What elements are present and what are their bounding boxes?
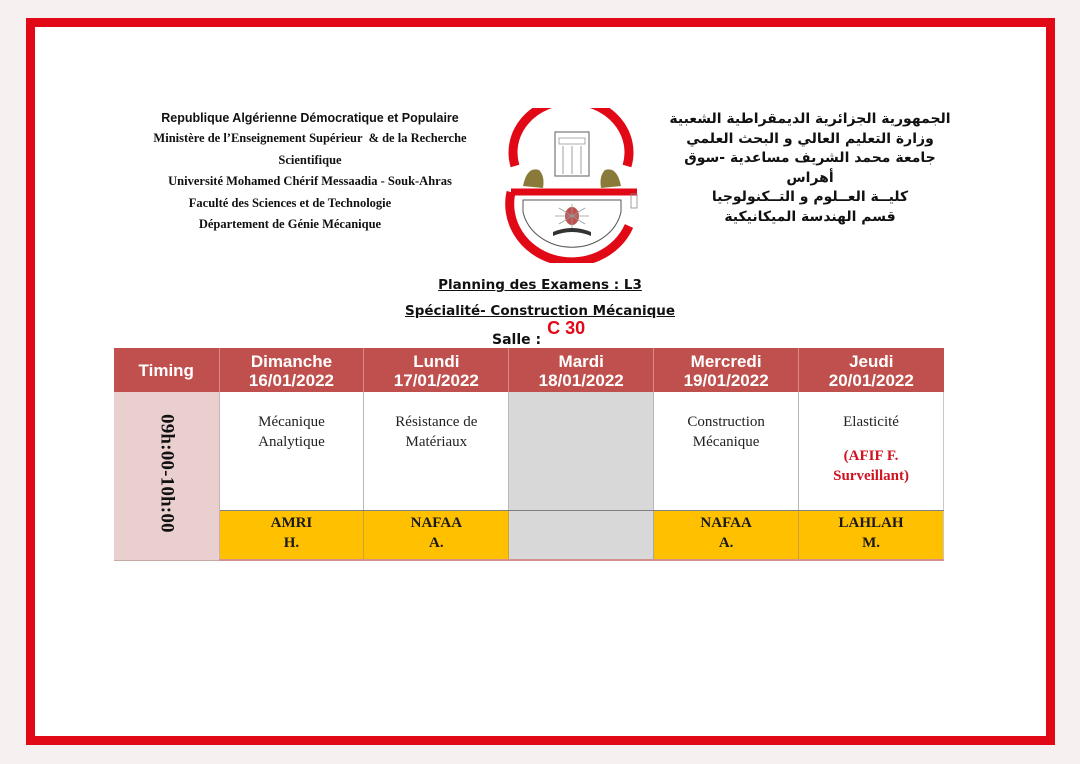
exam-schedule-table (114, 348, 944, 561)
header-ar-line: الجمهورية الجزائرية الديمقراطية الشعبية (669, 111, 951, 127)
day-date: 18/01/2022 (538, 370, 624, 390)
table-header-row (114, 348, 944, 392)
day-date: 19/01/2022 (683, 370, 769, 390)
professor-cell (364, 510, 509, 560)
exam-subject-line: Analytique (258, 434, 325, 450)
exam-subject-line: Matériaux (405, 434, 468, 450)
day-header (219, 348, 364, 392)
professor-initial: A. (429, 534, 444, 551)
day-date: 16/01/2022 (248, 370, 334, 390)
document-titles (380, 272, 700, 324)
exam-cell (364, 392, 509, 510)
header-french (130, 109, 490, 236)
exam-cell (654, 392, 799, 510)
header-fr-line: Republique Algérienne Démocratique et Populaire (161, 111, 459, 125)
day-name: Dimanche (250, 351, 333, 371)
header-fr-line: Université Mohamed Chérif Messaadia - Souk-Ahras (168, 174, 452, 188)
header-ar-line: كليــة العــلوم و التــكنولوجيا (711, 189, 909, 205)
professor-cell-empty (509, 510, 654, 560)
header-fr-line: Département de Génie Mécanique (198, 217, 382, 231)
day-header (509, 348, 654, 392)
salle-row (492, 318, 586, 348)
professor-initial: M. (862, 534, 880, 551)
exam-cell-empty (509, 392, 654, 510)
day-name: Jeudi (849, 351, 894, 371)
day-header (654, 348, 799, 392)
header-fr-line: Ministère de l’Enseignement Supérieur & de la Recherche (153, 131, 467, 145)
header-fr-line: Faculté des Sciences et de Technologie (188, 195, 392, 210)
professor-cell (799, 510, 944, 560)
professor-name: LAHLAH (838, 514, 904, 531)
day-name: Lundi (413, 351, 460, 371)
professor-initial: H. (283, 534, 300, 551)
professor-name: NAFAA (700, 514, 752, 531)
exam-subject-line: Mécanique (692, 434, 760, 450)
exam-row (114, 392, 944, 510)
day-date: 20/01/2022 (828, 370, 914, 390)
professor-row (114, 510, 944, 560)
time-slot: 09h:00-10h:00 (156, 413, 178, 533)
professor-name: NAFAA (410, 514, 463, 531)
exam-cell (219, 392, 364, 510)
professor-cell (654, 510, 799, 560)
supervisor-note (799, 446, 943, 486)
professor-initial: A. (718, 534, 734, 551)
professor-cell (219, 510, 364, 560)
supervisor-note-line: Surveillant) (833, 468, 909, 484)
header-ar-line: جامعة محمد الشريف مساعدية -سوق أهراس (684, 150, 936, 186)
header-ar-line: وزارة التعليم العالي و البحث العلمي (686, 130, 934, 147)
day-header (799, 348, 944, 392)
day-name: Mardi (558, 351, 604, 371)
exam-cell (799, 392, 944, 510)
supervisor-note-line: (AFIF F. (843, 448, 899, 464)
professor-name: AMRI (270, 514, 313, 531)
header-fr-line: Scientifique (278, 152, 342, 167)
salle-value: C 30 (547, 318, 586, 338)
day-name: Mercredi (690, 351, 762, 371)
header-arabic (660, 110, 960, 227)
exam-subject-line: Elasticité (843, 414, 899, 430)
day-date: 17/01/2022 (393, 370, 479, 390)
exam-subject-line: Mécanique (258, 414, 325, 430)
university-logo-icon (497, 108, 647, 263)
exam-subject-line: Construction (687, 414, 765, 430)
salle-label: Salle : (492, 332, 542, 348)
planning-title: Planning des Examens : L3 (438, 277, 642, 293)
timing-cell (114, 392, 219, 560)
timing-header: Timing (114, 348, 219, 392)
day-header (364, 348, 509, 392)
specialite-title: Spécialité- Construction Mécanique (404, 303, 676, 319)
exam-subject-line: Résistance de (395, 414, 478, 430)
header-ar-line: قسم الهندسة الميكانيكية (724, 208, 896, 225)
